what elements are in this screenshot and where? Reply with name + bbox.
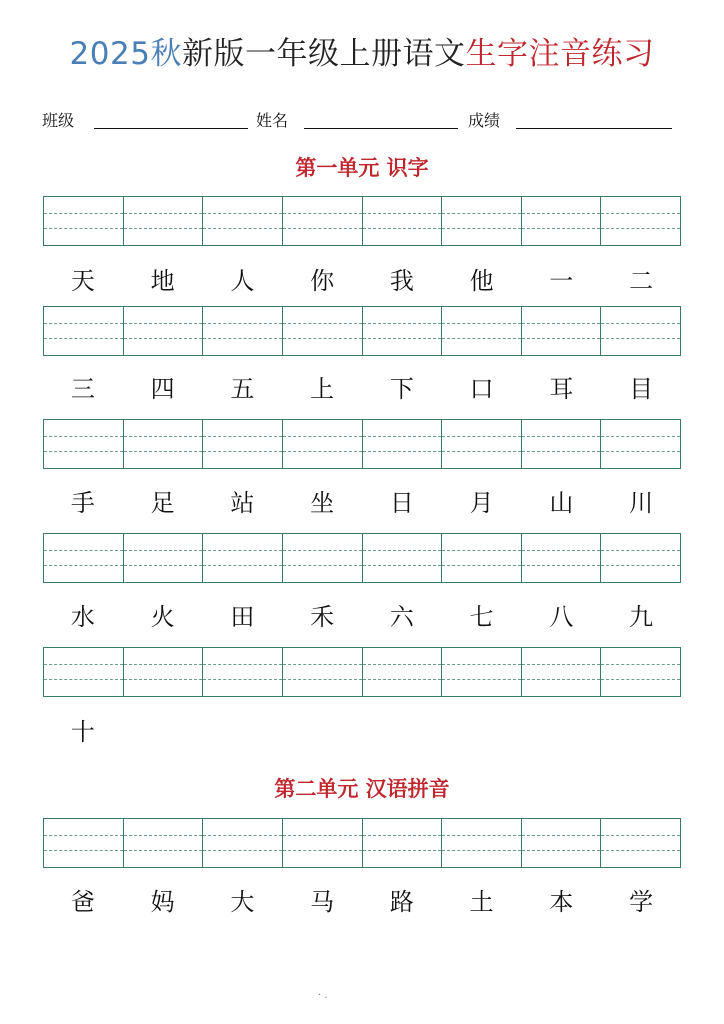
student-info-row <box>42 108 682 134</box>
guide-line <box>203 664 282 665</box>
pinyin-cell[interactable] <box>363 307 443 355</box>
guide-line <box>124 213 203 214</box>
guide-line <box>124 451 203 452</box>
guide-line <box>44 664 123 665</box>
guide-line <box>283 679 362 680</box>
hanzi-char: 月 <box>469 489 494 517</box>
guide-line <box>442 679 521 680</box>
pinyin-cell[interactable] <box>601 197 680 245</box>
hanzi-char: 天 <box>70 267 95 295</box>
hanzi-char: 耳 <box>549 375 574 403</box>
guide-line <box>363 550 442 551</box>
hanzi-char: 人 <box>230 267 255 295</box>
pinyin-grid[interactable] <box>43 419 681 469</box>
hanzi-char: 他 <box>469 267 494 295</box>
pinyin-cell[interactable] <box>44 307 124 355</box>
title-end: 生字注音练习 <box>465 36 655 72</box>
hanzi-char: 火 <box>150 603 175 631</box>
hanzi-char: 坐 <box>310 489 335 517</box>
title-year: 2025秋 <box>69 36 182 72</box>
worksheet-title <box>0 28 724 73</box>
class-blank[interactable] <box>94 128 248 129</box>
pinyin-cell[interactable] <box>522 648 602 696</box>
guide-line <box>522 213 601 214</box>
pinyin-cell[interactable] <box>203 819 283 867</box>
guide-line <box>283 213 362 214</box>
guide-line <box>283 550 362 551</box>
guide-line <box>283 664 362 665</box>
guide-line <box>203 679 282 680</box>
char-row <box>43 885 681 919</box>
guide-line <box>44 850 123 851</box>
pinyin-cell[interactable] <box>442 534 522 582</box>
hanzi-char: 田 <box>230 603 255 631</box>
guide-line <box>44 451 123 452</box>
guide-line <box>283 436 362 437</box>
hanzi-char: 本 <box>549 888 574 916</box>
guide-line <box>124 679 203 680</box>
guide-line <box>442 451 521 452</box>
hanzi-char: 路 <box>389 888 414 916</box>
pinyin-grid[interactable] <box>43 196 681 246</box>
guide-line <box>601 436 680 437</box>
pinyin-cell[interactable] <box>363 648 443 696</box>
guide-line <box>283 565 362 566</box>
hanzi-char: 禾 <box>310 603 335 631</box>
guide-line <box>44 679 123 680</box>
char-row <box>43 486 681 520</box>
hanzi-char: 手 <box>70 489 95 517</box>
guide-line <box>522 679 601 680</box>
char-row <box>43 715 681 749</box>
guide-line <box>44 323 123 324</box>
hanzi-char: 爸 <box>70 888 95 916</box>
hanzi-char: 马 <box>310 888 335 916</box>
hanzi-char: 山 <box>549 489 574 517</box>
guide-line <box>601 835 680 836</box>
hanzi-char: 上 <box>310 375 335 403</box>
guide-line <box>601 679 680 680</box>
pinyin-cell[interactable] <box>442 819 522 867</box>
hanzi-char: 七 <box>469 603 494 631</box>
pinyin-cell[interactable] <box>124 420 204 468</box>
guide-line <box>124 338 203 339</box>
guide-line <box>283 835 362 836</box>
pinyin-cell[interactable] <box>363 534 443 582</box>
guide-line <box>522 664 601 665</box>
pinyin-cell[interactable] <box>124 819 204 867</box>
guide-line <box>203 451 282 452</box>
guide-line <box>442 213 521 214</box>
pinyin-cell[interactable] <box>203 420 283 468</box>
pinyin-cell[interactable] <box>363 197 443 245</box>
guide-line <box>44 338 123 339</box>
name-label: 姓名 <box>256 111 289 130</box>
guide-line <box>442 338 521 339</box>
guide-line <box>522 323 601 324</box>
section-title-unit-1: 第一单元 识字 <box>295 155 429 180</box>
guide-line <box>363 436 442 437</box>
pinyin-cell[interactable] <box>283 307 363 355</box>
guide-line <box>363 850 442 851</box>
guide-line <box>601 565 680 566</box>
guide-line <box>44 228 123 229</box>
guide-line <box>363 323 442 324</box>
guide-line <box>442 850 521 851</box>
pinyin-cell[interactable] <box>124 648 204 696</box>
hanzi-char: 足 <box>150 489 175 517</box>
pinyin-cell[interactable] <box>442 420 522 468</box>
char-row <box>43 600 681 634</box>
guide-line <box>124 436 203 437</box>
pinyin-cell[interactable] <box>601 534 680 582</box>
guide-line <box>442 436 521 437</box>
guide-line <box>522 338 601 339</box>
guide-line <box>601 451 680 452</box>
pinyin-cell[interactable] <box>203 648 283 696</box>
guide-line <box>442 835 521 836</box>
footer-mark: · . <box>318 990 328 1001</box>
guide-line <box>601 228 680 229</box>
guide-line <box>522 451 601 452</box>
pinyin-cell[interactable] <box>203 307 283 355</box>
pinyin-cell[interactable] <box>44 534 124 582</box>
guide-line <box>44 565 123 566</box>
guide-line <box>522 565 601 566</box>
guide-line <box>283 323 362 324</box>
guide-line <box>363 835 442 836</box>
pinyin-cell[interactable] <box>363 819 443 867</box>
guide-line <box>522 850 601 851</box>
guide-line <box>442 323 521 324</box>
hanzi-char: 川 <box>629 489 654 517</box>
pinyin-cell[interactable] <box>363 420 443 468</box>
guide-line <box>601 323 680 324</box>
pinyin-cell[interactable] <box>442 648 522 696</box>
pinyin-cell[interactable] <box>124 534 204 582</box>
guide-line <box>363 338 442 339</box>
guide-line <box>363 451 442 452</box>
guide-line <box>442 565 521 566</box>
pinyin-cell[interactable] <box>203 534 283 582</box>
hanzi-char: 五 <box>230 375 255 403</box>
guide-line <box>601 338 680 339</box>
guide-line <box>522 436 601 437</box>
pinyin-cell[interactable] <box>442 197 522 245</box>
guide-line <box>124 550 203 551</box>
pinyin-cell[interactable] <box>522 197 602 245</box>
hanzi-char: 九 <box>629 603 654 631</box>
hanzi-char: 站 <box>230 489 255 517</box>
guide-line <box>283 338 362 339</box>
pinyin-cell[interactable] <box>601 307 680 355</box>
guide-line <box>44 550 123 551</box>
hanzi-char: 三 <box>70 375 95 403</box>
hanzi-char: 你 <box>310 267 335 295</box>
hanzi-char: 下 <box>389 375 414 403</box>
guide-line <box>442 228 521 229</box>
pinyin-cell[interactable] <box>283 534 363 582</box>
pinyin-grid[interactable] <box>43 818 681 868</box>
hanzi-char: 十 <box>70 718 95 746</box>
hanzi-char: 水 <box>70 603 95 631</box>
hanzi-char: 土 <box>469 888 494 916</box>
guide-line <box>601 550 680 551</box>
guide-line <box>363 679 442 680</box>
guide-line <box>124 565 203 566</box>
guide-line <box>442 550 521 551</box>
guide-line <box>363 213 442 214</box>
guide-line <box>363 228 442 229</box>
pinyin-grid[interactable] <box>43 533 681 583</box>
guide-line <box>363 565 442 566</box>
guide-line <box>522 835 601 836</box>
guide-line <box>601 850 680 851</box>
guide-line <box>203 213 282 214</box>
title-middle: 新版一年级上册语文 <box>181 36 466 72</box>
pinyin-cell[interactable] <box>283 420 363 468</box>
guide-line <box>203 835 282 836</box>
guide-line <box>283 228 362 229</box>
guide-line <box>124 228 203 229</box>
hanzi-char: 八 <box>549 603 574 631</box>
hanzi-char: 妈 <box>150 888 175 916</box>
guide-line <box>124 323 203 324</box>
pinyin-cell[interactable] <box>601 648 680 696</box>
pinyin-cell[interactable] <box>124 307 204 355</box>
guide-line <box>203 436 282 437</box>
score-label: 成绩 <box>468 111 501 130</box>
guide-line <box>442 664 521 665</box>
pinyin-cell[interactable] <box>522 534 602 582</box>
class-label: 班级 <box>42 111 75 130</box>
guide-line <box>363 664 442 665</box>
pinyin-cell[interactable] <box>601 420 680 468</box>
guide-line <box>203 565 282 566</box>
guide-line <box>283 850 362 851</box>
pinyin-cell[interactable] <box>601 819 680 867</box>
guide-line <box>203 228 282 229</box>
score-blank[interactable] <box>516 128 672 129</box>
hanzi-char: 二 <box>629 267 654 295</box>
guide-line <box>124 850 203 851</box>
pinyin-cell[interactable] <box>44 420 124 468</box>
hanzi-char: 日 <box>389 489 414 517</box>
guide-line <box>44 835 123 836</box>
char-row <box>43 372 681 406</box>
guide-line <box>203 323 282 324</box>
guide-line <box>124 664 203 665</box>
hanzi-char: 一 <box>549 267 574 295</box>
guide-line <box>124 835 203 836</box>
hanzi-char: 我 <box>389 267 414 295</box>
guide-line <box>601 664 680 665</box>
hanzi-char: 四 <box>150 375 175 403</box>
guide-line <box>203 850 282 851</box>
name-blank[interactable] <box>304 128 458 129</box>
hanzi-char: 六 <box>389 603 414 631</box>
pinyin-cell[interactable] <box>44 197 124 245</box>
pinyin-cell[interactable] <box>283 819 363 867</box>
pinyin-grid[interactable] <box>43 647 681 697</box>
guide-line <box>522 550 601 551</box>
guide-line <box>283 451 362 452</box>
hanzi-char: 目 <box>629 375 654 403</box>
guide-line <box>203 338 282 339</box>
hanzi-char: 学 <box>629 888 654 916</box>
pinyin-cell[interactable] <box>283 197 363 245</box>
pinyin-cell[interactable] <box>522 307 602 355</box>
char-row <box>43 264 681 298</box>
guide-line <box>522 228 601 229</box>
guide-line <box>44 436 123 437</box>
pinyin-cell[interactable] <box>442 307 522 355</box>
section-title-unit-2: 第二单元 汉语拼音 <box>274 776 450 801</box>
pinyin-cell[interactable] <box>44 819 124 867</box>
hanzi-char: 地 <box>150 267 175 295</box>
guide-line <box>203 550 282 551</box>
pinyin-cell[interactable] <box>522 420 602 468</box>
hanzi-char: 口 <box>469 375 494 403</box>
hanzi-char: 大 <box>230 888 255 916</box>
pinyin-cell[interactable] <box>44 648 124 696</box>
guide-line <box>601 213 680 214</box>
guide-line <box>44 213 123 214</box>
pinyin-grid[interactable] <box>43 306 681 356</box>
pinyin-cell[interactable] <box>203 197 283 245</box>
pinyin-cell[interactable] <box>124 197 204 245</box>
pinyin-cell[interactable] <box>522 819 602 867</box>
pinyin-cell[interactable] <box>283 648 363 696</box>
